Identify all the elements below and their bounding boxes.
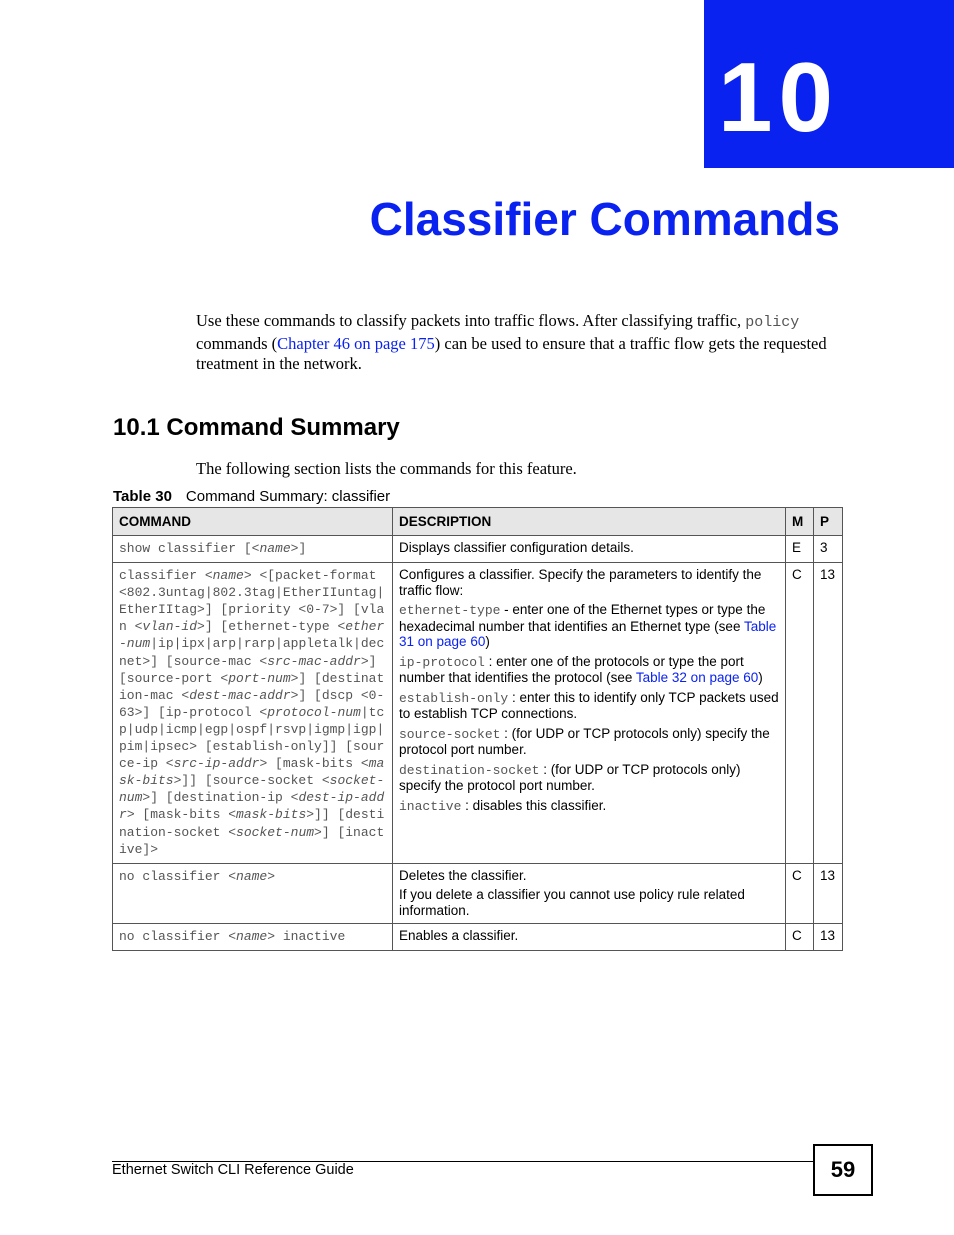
chapter-title: Classifier Commands	[369, 193, 840, 245]
intro-text-middle: commands (	[196, 333, 278, 353]
command-text: >	[267, 868, 276, 884]
command-variable: name	[212, 568, 244, 584]
param-text: : enter one of the protocols or type the port number that identifies the protocol (see	[399, 653, 744, 686]
description-text: Deletes the classifier.	[399, 867, 527, 883]
param-text: : (for UDP or TCP protocols only) specify the protocol port number.	[399, 761, 741, 794]
m-cell: C	[786, 863, 814, 924]
param-destination-socket	[399, 762, 779, 794]
param-text: : disables this classifier.	[461, 797, 607, 813]
description-text: Displays classifier configuration details.	[399, 540, 634, 555]
header-command: COMMAND	[113, 508, 393, 536]
intro-paragraph	[196, 311, 846, 375]
command-variable: socket-num	[119, 773, 385, 806]
command-variable: protocol-num	[267, 704, 361, 720]
m-cell: C	[786, 563, 814, 864]
description-text: If you delete a classifier you cannot use policy rule related information.	[399, 887, 745, 918]
command-text: classifier <	[119, 568, 213, 584]
p-cell: 3	[814, 536, 843, 563]
param-code: source-socket	[399, 726, 501, 742]
command-text: >]] [destination-socket <	[119, 807, 385, 840]
chapter-link[interactable]: Chapter 46 on page 175	[277, 333, 435, 353]
command-text: show classifier [<	[119, 541, 260, 556]
table32-link[interactable]: Table 32 on page 60	[635, 670, 759, 686]
header-p: P	[814, 508, 843, 536]
command-text: > <[packet-format <802.3untag|802.3tag|EtherIIuntag|EtherIItag>] [priority <0-7>] [vlan <	[119, 568, 385, 635]
command-text: >] [destination-ip <	[142, 790, 299, 806]
command-variable: vlan-id	[142, 619, 198, 635]
description-text: Enables a classifier.	[399, 928, 519, 944]
command-variable: dest-ip-addr	[119, 790, 385, 823]
description-cell	[393, 924, 786, 951]
param-text: : enter this to identify only TCP packets used to establish TCP connections.	[399, 689, 779, 722]
command-text: >] [destination-mac <	[119, 670, 385, 703]
table-caption-label: Table 30	[113, 488, 172, 505]
p-cell: 13	[814, 924, 843, 951]
table-row	[113, 563, 843, 864]
command-text: >]] [source-socket <	[173, 773, 330, 789]
m-cell: E	[786, 536, 814, 563]
command-variable: port-num	[228, 670, 291, 686]
param-code: ip-protocol	[399, 654, 485, 670]
footer-guide-title: Ethernet Switch CLI Reference Guide	[112, 1162, 354, 1178]
command-variable: dest-mac-addr	[189, 687, 291, 703]
page-number: 59	[813, 1144, 873, 1196]
intro-text-before: Use these commands to classify packets into traffic flows. After classifying traffic,	[196, 311, 746, 330]
description-cell	[393, 536, 786, 563]
command-variable: src-mac-addr	[267, 653, 361, 669]
table-row	[113, 536, 843, 563]
chapter-number: 10	[718, 42, 840, 152]
command-summary-table	[112, 507, 843, 951]
command-cell	[113, 563, 393, 864]
command-text: no classifier <	[119, 929, 237, 945]
table-caption-text: Command Summary: classifier	[185, 488, 391, 505]
m-cell: C	[786, 924, 814, 951]
command-variable: mask-bits	[119, 756, 385, 789]
description-cell	[393, 863, 786, 924]
command-text: >] [inactive]>	[119, 824, 385, 857]
command-variable: socket-num	[236, 824, 315, 840]
param-code: destination-socket	[399, 762, 540, 778]
header-description: DESCRIPTION	[393, 508, 786, 536]
section-heading: 10.1 Command Summary	[113, 414, 400, 441]
p-cell: 13	[814, 563, 843, 864]
command-variable: name	[236, 929, 268, 945]
description-text: Configures a classifier. Specify the parameters to identify the traffic flow:	[399, 567, 762, 598]
command-text: |ip|ipx|arp|rarp|appletalk|decnet>] [source-mac <	[119, 636, 385, 669]
param-code: ethernet-type	[399, 603, 501, 619]
command-cell	[113, 863, 393, 924]
command-text: >] [dscp <0-63>] [ip-protocol <	[119, 687, 385, 720]
section-intro: The following section lists the commands for this feature.	[196, 459, 577, 478]
table31-link[interactable]: Table 31 on page 60	[399, 618, 777, 650]
command-text: >]	[290, 541, 307, 556]
command-text: >] [ethernet-type <	[197, 619, 346, 635]
header-m: M	[786, 508, 814, 536]
command-cell	[113, 536, 393, 563]
command-cell	[113, 924, 393, 951]
param-code: establish-only	[399, 690, 509, 706]
command-variable: ether-num	[119, 619, 385, 652]
intro-text-after: ) can be used to ensure that a traffic flow gets the requested treatment in the network.	[196, 333, 827, 373]
command-variable: src-ip-addr	[173, 756, 260, 772]
param-ethernet-type	[399, 602, 779, 650]
command-text: |tcp|udp|icmp|egp|ospf|rsvp|igmp|igp|pim|ipsec> [establish-only]] [source-ip <	[119, 704, 385, 772]
command-variable: mask-bits	[236, 807, 307, 823]
command-text: > inactive	[267, 929, 346, 945]
command-text: no classifier <	[119, 868, 237, 884]
param-tail: )	[758, 670, 763, 686]
param-text: : (for UDP or TCP protocols only) specify the protocol port number.	[399, 725, 770, 758]
table-header-row	[113, 508, 843, 536]
intro-code: policy	[745, 314, 800, 331]
command-variable: name	[259, 541, 291, 556]
param-ip-protocol	[399, 654, 779, 686]
command-variable: name	[236, 868, 268, 884]
command-text: > [mask-bits <	[126, 807, 237, 823]
p-cell: 13	[814, 863, 843, 924]
table-row	[113, 924, 843, 951]
param-establish-only	[399, 690, 779, 722]
description-cell	[393, 563, 786, 864]
param-text: - enter one of the Ethernet types or type the hexadecimal number that identifies an Ethernet type (see	[399, 602, 766, 634]
param-source-socket	[399, 726, 779, 758]
command-text: > [mask-bits <	[259, 756, 369, 772]
param-tail: )	[485, 634, 490, 650]
table-row	[113, 863, 843, 924]
command-text: >] [source-port <	[119, 653, 377, 686]
table-caption	[113, 488, 390, 505]
param-inactive	[399, 798, 779, 815]
param-code: inactive	[399, 798, 462, 814]
